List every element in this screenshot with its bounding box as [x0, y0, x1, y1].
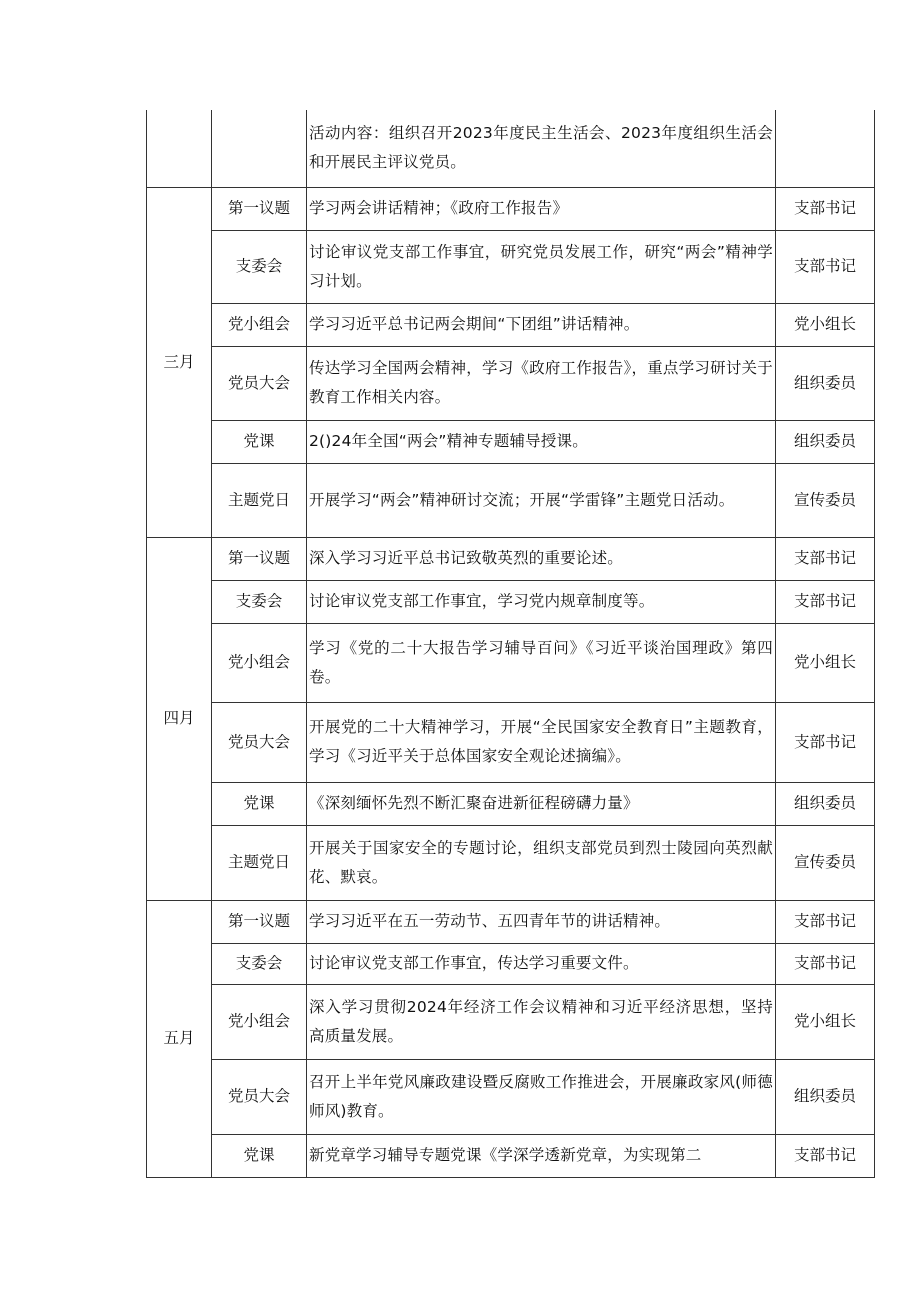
table-row: [147, 1059, 875, 1134]
table-row: [147, 984, 875, 1059]
activity-type: 党小组会: [212, 303, 307, 346]
activity-content: 《深刻缅怀先烈不断汇聚奋进新征程磅礴力量》: [307, 782, 776, 825]
responsible-person: 组织委员: [776, 782, 875, 825]
table-row: [147, 110, 875, 187]
responsible-person: 支部书记: [776, 1134, 875, 1177]
month-cell: [147, 110, 212, 187]
activity-content: 2()24年全国“两会”精神专题辅导授课。: [307, 420, 776, 463]
responsible-person: 党小组长: [776, 303, 875, 346]
responsible-person: 党小组长: [776, 984, 875, 1059]
activity-type: 党小组会: [212, 623, 307, 702]
table-row: [147, 303, 875, 346]
responsible-person: 宣传委员: [776, 463, 875, 537]
activity-content: 学习习近平在五一劳动节、五四青年节的讲话精神。: [307, 900, 776, 943]
plan-table-page: [146, 110, 868, 1178]
responsible-person: 支部书记: [776, 537, 875, 580]
activity-content: 学习习近平总书记两会期间“下团组”讲话精神。: [307, 303, 776, 346]
table-row: [147, 623, 875, 702]
activity-content: 开展关于国家安全的专题讨论，组织支部党员到烈士陵园向英烈献花、默哀。: [307, 825, 776, 900]
activity-content: 学习《党的二十大报告学习辅导百问》《习近平谈治国理政》第四卷。: [307, 623, 776, 702]
table-row: [147, 463, 875, 537]
activity-type: 主题党日: [212, 463, 307, 537]
activity-type: 支委会: [212, 580, 307, 623]
responsible-person: 支部书记: [776, 580, 875, 623]
activity-content: 新党章学习辅导专题党课《学深学透新党章，为实现第二: [307, 1134, 776, 1177]
table-row: [147, 782, 875, 825]
activity-content: 深入学习习近平总书记致敬英烈的重要论述。: [307, 537, 776, 580]
table-row: [147, 1134, 875, 1177]
activity-type: 党小组会: [212, 984, 307, 1059]
month-may: 五月: [147, 900, 212, 1177]
table-row: [147, 825, 875, 900]
activity-content: 深入学习贯彻2024年经济工作会议精神和习近平经济思想，坚持高质量发展。: [307, 984, 776, 1059]
responsible-person: 支部书记: [776, 230, 875, 303]
table-row: [147, 420, 875, 463]
table-row: [147, 943, 875, 984]
activity-type: 党课: [212, 420, 307, 463]
responsible-person: 支部书记: [776, 943, 875, 984]
responsible-person: [776, 110, 875, 187]
table-row: [147, 900, 875, 943]
table-row: [147, 537, 875, 580]
activity-content: 活动内容：组织召开2023年度民主生活会、2023年度组织生活会和开展民主评议党员。: [307, 110, 776, 187]
activity-type: 支委会: [212, 230, 307, 303]
activity-content: 传达学习全国两会精神，学习《政府工作报告》，重点学习研讨关于教育工作相关内容。: [307, 346, 776, 420]
table-row: [147, 346, 875, 420]
activity-plan-table: [146, 110, 875, 1178]
activity-type: 党员大会: [212, 346, 307, 420]
activity-type: 党员大会: [212, 1059, 307, 1134]
activity-content: 讨论审议党支部工作事宜，学习党内规章制度等。: [307, 580, 776, 623]
activity-content: 开展党的二十大精神学习，开展“全民国家安全教育日”主题教育，学习《习近平关于总体国家安全观论述摘编》。: [307, 702, 776, 782]
activity-type: [212, 110, 307, 187]
responsible-person: 支部书记: [776, 900, 875, 943]
activity-type: 第一议题: [212, 900, 307, 943]
responsible-person: 党小组长: [776, 623, 875, 702]
activity-type: 支委会: [212, 943, 307, 984]
activity-type: 党员大会: [212, 702, 307, 782]
table-row: [147, 580, 875, 623]
table-row: [147, 230, 875, 303]
activity-content: 开展学习“两会”精神研讨交流；开展“学雷锋”主题党日活动。: [307, 463, 776, 537]
activity-content: 召开上半年党风廉政建设暨反腐败工作推进会，开展廉政家风(师德师风)教育。: [307, 1059, 776, 1134]
table-row: [147, 702, 875, 782]
responsible-person: 组织委员: [776, 1059, 875, 1134]
responsible-person: 支部书记: [776, 702, 875, 782]
activity-content: 学习两会讲话精神；《政府工作报告》: [307, 187, 776, 230]
activity-type: 党课: [212, 782, 307, 825]
activity-type: 主题党日: [212, 825, 307, 900]
month-april: 四月: [147, 537, 212, 900]
responsible-person: 支部书记: [776, 187, 875, 230]
activity-type: 党课: [212, 1134, 307, 1177]
activity-type: 第一议题: [212, 187, 307, 230]
activity-content: 讨论审议党支部工作事宜，传达学习重要文件。: [307, 943, 776, 984]
month-march: 三月: [147, 187, 212, 537]
responsible-person: 组织委员: [776, 420, 875, 463]
responsible-person: 宣传委员: [776, 825, 875, 900]
activity-type: 第一议题: [212, 537, 307, 580]
responsible-person: 组织委员: [776, 346, 875, 420]
activity-content: 讨论审议党支部工作事宜，研究党员发展工作，研究“两会”精神学习计划。: [307, 230, 776, 303]
table-row: [147, 187, 875, 230]
